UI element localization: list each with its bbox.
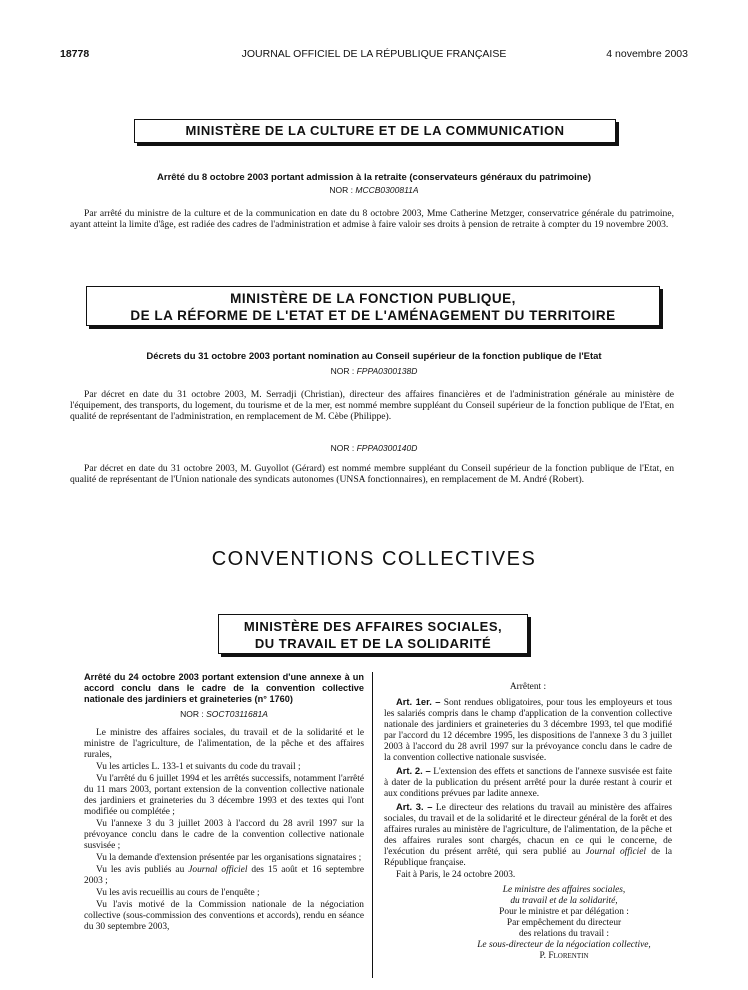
visa-avis-publies: Vu les avis publiés au Journal officiel des 15 août et 16 septembre 2003 ; — [84, 865, 364, 886]
ministry-fp-line1: MINISTÈRE DE LA FONCTION PUBLIQUE, — [230, 291, 516, 306]
article-2: Art. 2. – L'extension des effets et sanctions de l'annexe susvisée est faite à dater de la publication du présent arrêté pour la durée restant à courir et aux conditions prévues par ladite annexe. — [384, 765, 673, 799]
decrets-title: Décrets du 31 octobre 2003 portant nomination au Conseil supérieur de la fonction publique de l'Etat — [146, 351, 602, 362]
signature-block — [454, 885, 674, 962]
nor-reference-2: NOR : FPPA0300138D — [330, 366, 418, 376]
nor-code: SOCT0311681A — [206, 709, 268, 719]
ministry-as-line1: MINISTÈRE DES AFFAIRES SOCIALES, — [243, 619, 503, 634]
ministry-culture-title: MINISTÈRE DE LA CULTURE ET DE LA COMMUNICATION — [185, 123, 565, 138]
ministry-fp-line2: DE LA RÉFORME DE L'ETAT ET DE L'AMÉNAGEMENT DU TERRITOIRE — [130, 308, 616, 323]
nor-reference-1: NOR : MCCB0300811A — [329, 185, 419, 195]
signature-line-5: des relations du travail : — [518, 929, 610, 939]
nor-code: FPPA0300140D — [356, 443, 418, 453]
conventions-heading: CONVENTIONS COLLECTIVES — [211, 548, 537, 570]
page-number: 18778 — [60, 48, 90, 60]
decret-serradji-text: Par décret en date du 31 octobre 2003, M. Serradji (Christian), directeur des affaires financières et de l'administration générale au ministère de l'équipement, des transports, du logement, du tourisme et de la mer, est nommé membre suppléant du Conseil supérieur de la fonction publique de l'Etat, en qualité de représentant de l'administration, en remplacement de M. Cèbe (Philippe). — [70, 389, 674, 422]
visa-avis-commission: Vu l'avis motivé de la Commission nationale de la négociation collective (sous-commission des conventions et accords), rendu en séance du 30 septembre 2003, — [84, 900, 364, 932]
ministry-culture-box — [134, 119, 616, 143]
visa-demande-extension: Vu la demande d'extension présentée par les organisations signataires ; — [96, 853, 362, 863]
signature-line-1: Le ministre des affaires sociales, — [502, 885, 626, 895]
signature-line-2: du travail et de la solidarité, — [510, 896, 618, 906]
article-1: Art. 1er. – Sont rendues obligatoires, pour tous les employeurs et tous les salariés compris dans le champ d'application de la convention collective nationale des jardiniers et graineteries du 3 décembre 1993, tel que modifié par l'accord du 12 décembre 1995, les dispositions de l'annexe 3 du 3 juillet 2003 à l'accord du 28 avril 1997 sur la prévoyance conclu dans le cadre de la convention collective nationale susvisée. — [384, 696, 672, 763]
signature-line-3: Pour le ministre et par délégation : — [499, 907, 629, 917]
article-3: Art. 3. – Le directeur des relations du travail au ministère des affaires sociales, du travail et de la solidarité et le directeur général de la forêt et des affaires rurales au ministère de l'agriculture, de l'alimentation, de la pêche et des affaires rurales sont chargés, chacun en ce qui le concerne, de l'exécution du présent arrêté, qui sera publié au Journal officiel de la République française. — [384, 801, 673, 868]
nor-code: MCCB0300811A — [355, 185, 419, 195]
column-divider — [372, 672, 373, 978]
ministers-preamble: Le ministre des affaires sociales, du travail et de la solidarité et le ministre de l'agriculture, de l'alimentation, de la pêche et des affaires rurales, — [84, 728, 364, 760]
arrete-retraite-text: Par arrêté du ministre de la culture et de la communication en date du 8 octobre 2003, Mme Catherine Metzger, conservatrice générale du patrimoine, ayant atteint la limite d'âge, est radiée des cadres de l'administration et admise à faire valoir ses droits à pension de retraite à compter du 19 novembre 2003. — [70, 208, 674, 230]
ministry-fonction-publique-box — [86, 286, 660, 326]
arretent-label: Arrêtent : — [509, 682, 547, 692]
left-column — [84, 672, 364, 933]
nor-code: FPPA0300138D — [356, 366, 418, 376]
fait-a-paris: Fait à Paris, le 24 octobre 2003. — [396, 870, 516, 880]
nor-reference-3: NOR : FPPA0300140D — [330, 443, 418, 453]
signature-line-4: Par empêchement du directeur — [506, 918, 622, 928]
visa-arrete-1994: Vu l'arrêté du 6 juillet 1994 et les arrêtés successifs, notamment l'arrêté du 11 mars 2003, portant extension de la convention collective nationale des jardiniers et graineteries du 3 décembre 1993 et des textes qui l'ont modifiée ou complétée ; — [84, 774, 364, 817]
signatory-name: P. Florentin — [539, 951, 589, 961]
visa-avis-enquete: Vu les avis recueillis au cours de l'enquête ; — [96, 888, 260, 898]
arrete-retraite-title: Arrêté du 8 octobre 2003 portant admission à la retraite (conservateurs généraux du patrimoine) — [157, 172, 591, 183]
ministry-as-line2: DU TRAVAIL ET DE LA SOLIDARITÉ — [254, 636, 492, 651]
arrete-extension-title: Arrêté du 24 octobre 2003 portant extension d'une annexe à un accord conclu dans le cadre de la convention collective nationale des jardiniers et graineteries (n° 1760) — [84, 672, 364, 704]
ministry-affaires-sociales-box — [218, 614, 528, 654]
visa-annexe-3: Vu l'annexe 3 du 3 juillet 2003 à l'accord du 28 avril 1997 sur la prévoyance conclu dans le cadre de la convention collective nationale susvisée ; — [84, 819, 364, 851]
signature-line-6: Le sous-directeur de la négociation collective, — [477, 940, 651, 950]
issue-date: 4 novembre 2003 — [606, 48, 688, 60]
nor-reference-4: NOR : SOCT0311681A — [180, 709, 268, 719]
journal-title: JOURNAL OFFICIEL DE LA RÉPUBLIQUE FRANÇAISE — [241, 48, 507, 60]
decret-guyollot-text: Par décret en date du 31 octobre 2003, M. Guyollot (Gérard) est nommé membre suppléant du Conseil supérieur de la fonction publique de l'Etat, en qualité de représentant de l'Union nationale des syndicats autonomes (UNSA fonctionnaires), en remplacement de M. André (Robert). — [70, 463, 674, 485]
right-column — [384, 682, 672, 962]
page-header — [60, 48, 688, 64]
visa-code-travail: Vu les articles L. 133-1 et suivants du code du travail ; — [96, 762, 301, 772]
